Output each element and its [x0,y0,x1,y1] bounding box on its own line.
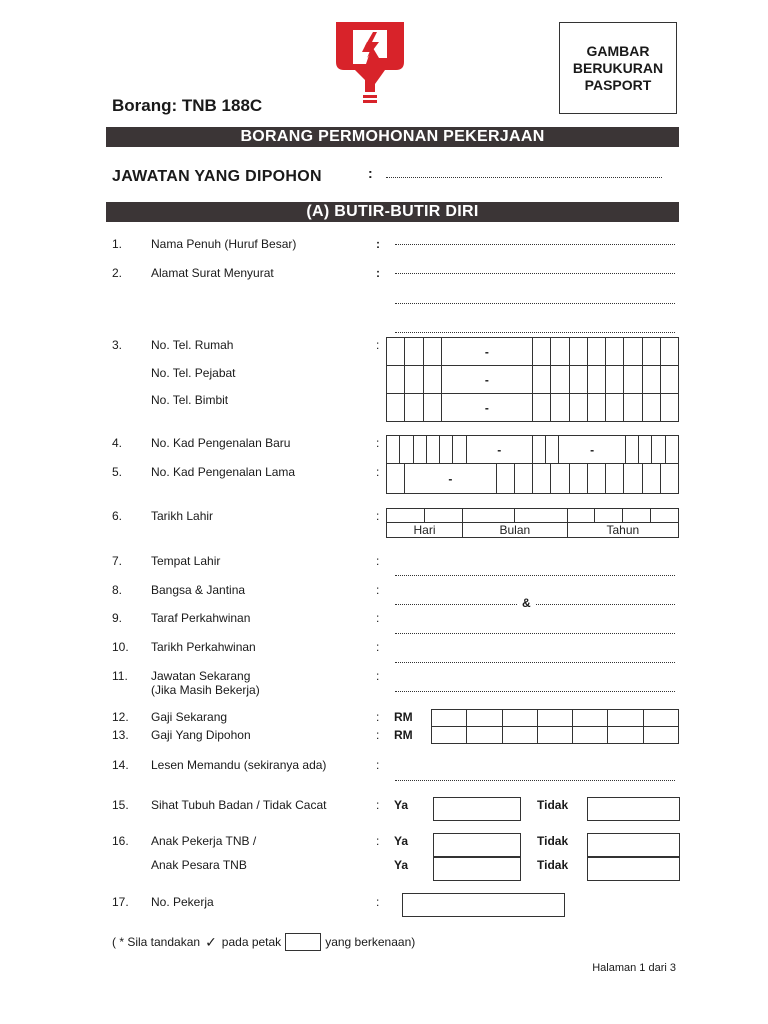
item-number: 14. [112,758,129,772]
marriage-date-input[interactable] [395,661,675,663]
digit-cell[interactable] [387,338,405,366]
colon: : [376,798,380,812]
current-salary-row[interactable] [432,710,679,727]
digit-cell[interactable] [387,464,405,494]
instruction-text-1: ( * Sila tandakan [112,935,201,949]
digit-cell[interactable] [462,509,514,523]
digit-cell[interactable] [643,710,678,727]
yes-label: Ya [394,798,409,812]
digit-cell[interactable] [502,710,537,727]
digit-cell[interactable] [514,464,532,494]
birth-date-boxes[interactable] [387,509,679,523]
year-label: Tahun [567,523,678,538]
currency-label: RM [394,710,413,724]
digit-cell[interactable] [413,436,426,464]
colon: : [376,237,380,251]
digit-cell[interactable] [608,710,643,727]
digit-cell[interactable] [587,366,605,394]
label-home-phone: No. Tel. Rumah [151,338,234,352]
driving-license-input[interactable] [395,779,675,781]
item-number: 8. [112,583,123,597]
salary-grid[interactable] [431,709,679,744]
item-number: 9. [112,611,123,625]
digit-cell[interactable] [642,394,660,422]
healthy-no-box[interactable] [587,797,680,821]
digit-cell[interactable] [569,394,587,422]
colon: : [376,834,380,848]
sample-box [285,933,321,951]
digit-cell[interactable] [423,338,441,366]
employee-number-input[interactable] [402,893,565,917]
digit-cell[interactable] [533,338,551,366]
home-phone-row[interactable] [387,338,679,366]
position-colon: : [368,165,373,181]
dash-cell: - [441,394,532,422]
digit-cell[interactable] [467,727,502,744]
item-number: 15. [112,798,129,812]
digit-cell[interactable] [532,436,545,464]
marital-status-input[interactable] [395,632,675,634]
colon: : [376,611,380,625]
colon: : [376,266,380,280]
digit-cell[interactable] [639,436,652,464]
label-old-ic: No. Kad Pengenalan Lama [151,465,296,479]
address-input-line-1[interactable] [395,272,675,274]
item-number: 17. [112,895,129,909]
employee-child-yes-box[interactable] [433,833,521,857]
label-employee-number: No. Pekerja [151,895,214,909]
digit-cell[interactable] [424,509,462,523]
label-birth-place: Tempat Lahir [151,554,221,568]
colon: : [376,338,380,352]
label-full-name: Nama Penuh (Huruf Besar) [151,237,297,251]
dash-cell: - [441,338,532,366]
item-number: 3. [112,338,123,352]
label-current-position: Jawatan Sekarang [151,669,251,683]
item-number: 2. [112,266,123,280]
expected-salary-row[interactable] [432,727,679,744]
digit-cell[interactable] [426,436,439,464]
label-expected-salary: Gaji Yang Dipohon [151,728,251,742]
yes-label: Ya [394,834,409,848]
colon: : [376,669,380,683]
birth-date-labels [387,523,679,538]
digit-cell[interactable] [642,338,660,366]
label-race-gender: Bangsa & Jantina [151,583,246,597]
digit-cell[interactable] [652,436,665,464]
digit-cell[interactable] [453,436,466,464]
digit-cell[interactable] [432,710,467,727]
digit-cell[interactable] [533,394,551,422]
digit-cell[interactable] [423,366,441,394]
dash-cell: - [441,366,532,394]
digit-cell[interactable] [551,366,569,394]
address-input-line-3[interactable] [395,331,675,333]
office-phone-row[interactable] [387,366,679,394]
label-driving-license: Lesen Memandu (sekiranya ada) [151,758,327,772]
colon: : [376,710,380,724]
digit-cell[interactable] [537,710,572,727]
item-number: 12. [112,710,129,724]
digit-cell[interactable] [467,710,502,727]
digit-cell[interactable] [606,464,624,494]
currency-label: RM [394,728,413,742]
digit-cell[interactable] [642,464,660,494]
digit-cell[interactable] [405,366,423,394]
dash-cell: - [559,436,625,464]
full-name-input[interactable] [395,243,675,245]
checkmark-icon: ✓ [205,933,217,950]
digit-cell[interactable] [423,394,441,422]
label-new-ic: No. Kad Pengenalan Baru [151,436,291,450]
logo-base [363,95,377,98]
digit-cell[interactable] [502,727,537,744]
month-label: Bulan [462,523,567,538]
label-mobile-phone: No. Tel. Bimbit [151,393,229,407]
digit-cell[interactable] [432,727,467,744]
label-office-phone: No. Tel. Pejabat [151,366,236,380]
digit-cell[interactable] [405,338,423,366]
race-input[interactable] [395,603,517,605]
digit-cell[interactable] [551,394,569,422]
mobile-phone-row[interactable] [387,394,679,422]
birth-place-input[interactable] [395,574,675,576]
digit-cell[interactable] [587,394,605,422]
digit-cell[interactable] [587,464,605,494]
form-title-bar: BORANG PERMOHONAN PEKERJAAN [106,127,679,147]
item-number: 13. [112,728,129,742]
label-child-of-employee: Anak Pekerja TNB / [151,834,257,848]
digit-cell[interactable] [651,509,679,523]
digit-cell[interactable] [660,394,678,422]
item-number: 1. [112,237,123,251]
no-label: Tidak [537,798,569,812]
digit-cell[interactable] [551,338,569,366]
digit-cell[interactable] [496,464,514,494]
photo-box-line-1: GAMBAR [586,42,650,59]
digit-cell[interactable] [573,710,608,727]
colon: : [376,465,380,479]
page-number: Halaman 1 dari 3 [592,962,676,974]
colon: : [376,509,380,523]
yes-label: Ya [394,858,409,872]
digit-cell[interactable] [515,509,567,523]
digit-cell[interactable] [595,509,623,523]
digit-cell[interactable] [546,436,559,464]
label-healthy: Sihat Tubuh Badan / Tidak Cacat [151,798,327,812]
item-number: 16. [112,834,129,848]
label-child-of-pensioner: Anak Pesara TNB [151,858,247,872]
colon: : [376,554,380,568]
digit-cell[interactable] [400,436,413,464]
new-ic-grid[interactable] [386,435,679,464]
digit-cell[interactable] [643,727,678,744]
photo-box-line-3: PASPORT [584,76,652,93]
birth-date-grid[interactable] [386,508,679,538]
current-position-input[interactable] [395,690,675,692]
digit-cell[interactable] [606,338,624,366]
dash-cell: - [405,464,496,494]
form-code: Borang: TNB 188C [112,96,263,115]
item-number: 5. [112,465,123,479]
colon: : [376,758,380,772]
digit-cell[interactable] [387,436,400,464]
digit-cell[interactable] [569,366,587,394]
label-marriage-date: Tarikh Perkahwinan [151,640,256,654]
pensioner-child-yes-box[interactable] [433,857,521,881]
digit-cell[interactable] [537,727,572,744]
digit-cell[interactable] [625,436,638,464]
digit-cell[interactable] [624,366,642,394]
item-number: 7. [112,554,123,568]
tnb-logo [333,18,407,104]
photo-box-line-2: BERUKURAN [572,59,664,76]
item-number: 4. [112,436,123,450]
instruction-text-3: yang berkenaan) [325,935,416,949]
digit-cell[interactable] [387,366,405,394]
digit-cell[interactable] [569,464,587,494]
digit-cell[interactable] [623,509,651,523]
label-marital-status: Taraf Perkahwinan [151,611,251,625]
digit-cell[interactable] [660,366,678,394]
item-number: 6. [112,509,123,523]
position-input[interactable] [386,176,662,178]
phone-number-grid[interactable] [386,337,679,422]
dash-cell: - [466,436,532,464]
no-label: Tidak [537,834,569,848]
new-ic-row[interactable] [387,436,679,464]
digit-cell[interactable] [573,727,608,744]
no-label: Tidak [537,858,569,872]
employee-child-no-box[interactable] [587,833,680,857]
digit-cell[interactable] [660,338,678,366]
colon: : [376,895,380,909]
digit-cell[interactable] [624,394,642,422]
old-ic-row[interactable] [387,464,679,494]
old-ic-grid[interactable] [386,463,679,494]
digit-cell[interactable] [533,464,551,494]
digit-cell[interactable] [624,338,642,366]
passport-photo-box [559,22,677,114]
pensioner-child-no-box[interactable] [587,857,680,881]
digit-cell[interactable] [665,436,678,464]
label-if-employed: (Jika Masih Bekerja) [151,683,260,697]
label-current-salary: Gaji Sekarang [151,710,228,724]
digit-cell[interactable] [405,394,423,422]
logo-base-2 [363,100,377,103]
label-birth-date: Tarikh Lahir [151,509,214,523]
item-number: 10. [112,640,129,654]
digit-cell[interactable] [642,366,660,394]
item-number: 11. [112,669,128,683]
digit-cell[interactable] [569,338,587,366]
digit-cell[interactable] [608,727,643,744]
digit-cell[interactable] [606,366,624,394]
day-label: Hari [387,523,463,538]
digit-cell[interactable] [587,338,605,366]
digit-cell[interactable] [606,394,624,422]
gender-input[interactable] [536,603,675,605]
digit-cell[interactable] [387,394,405,422]
digit-cell[interactable] [387,509,425,523]
colon: : [376,728,380,742]
colon: : [376,583,380,597]
colon: : [376,640,380,654]
instruction-note [112,933,415,951]
digit-cell[interactable] [440,436,453,464]
digit-cell[interactable] [567,509,595,523]
healthy-yes-box[interactable] [433,797,521,821]
digit-cell[interactable] [533,366,551,394]
instruction-text-2: pada petak [221,935,282,949]
address-input-line-2[interactable] [395,302,675,304]
digit-cell[interactable] [624,464,642,494]
digit-cell[interactable] [660,464,678,494]
position-label: JAWATAN YANG DIPOHON [112,168,322,185]
digit-cell[interactable] [551,464,569,494]
colon: : [376,436,380,450]
ampersand: & [522,596,531,610]
section-a-bar: (A) BUTIR-BUTIR DIRI [106,202,679,222]
label-address: Alamat Surat Menyurat [151,266,274,280]
